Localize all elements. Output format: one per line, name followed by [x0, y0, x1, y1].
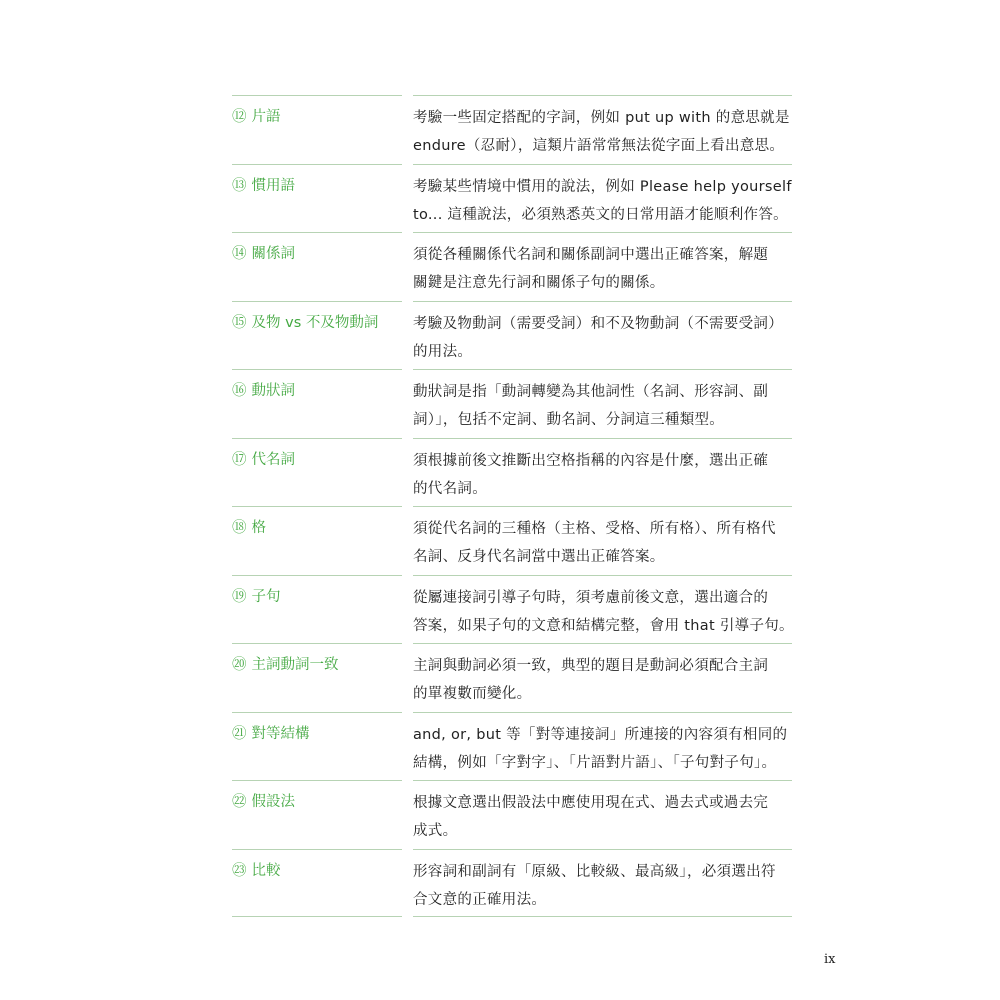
term-description	[413, 584, 792, 640]
description-line: 考驗某些情境中慣用的說法，例如 Please help yourself	[413, 178, 792, 195]
grammar-term	[232, 587, 402, 607]
description-line: 詞）」，包括不定詞、動名詞、分詞這三種類型。	[413, 412, 725, 428]
row-divider-left	[232, 438, 402, 439]
grammar-term	[232, 381, 402, 401]
row-divider-right	[413, 575, 792, 576]
table-bottom-rule-right	[413, 916, 792, 917]
row-divider-left	[232, 301, 402, 302]
term-label: 片語	[251, 109, 281, 125]
row-divider-right	[413, 780, 792, 781]
table-row	[232, 506, 792, 575]
description-line: 須從代名詞的三種格（主格、受格、所有格）、所有格代	[413, 521, 776, 537]
term-label: 慣用語	[251, 177, 295, 194]
item-number: ⑳	[232, 657, 247, 673]
description-line: 動狀詞是指「動詞轉變為其他詞性（名詞、形容詞、副	[413, 384, 769, 400]
description-line: 根據文意選出假設法中應使用現在式、過去式或過去完	[413, 795, 769, 811]
term-description	[413, 173, 792, 229]
description-line: 考驗及物動詞（需要受詞）和不及物動詞（不需要受詞）	[413, 315, 783, 332]
row-divider-left	[232, 712, 402, 713]
description-line: 名詞、反身代名詞當中選出正確答案。	[413, 549, 665, 565]
row-divider-left	[232, 164, 402, 165]
row-divider-right	[413, 301, 792, 302]
description-line: 從屬連接詞引導子句時，須考慮前後文意，選出適合的	[413, 589, 769, 606]
table-row	[232, 232, 792, 301]
grammar-term	[232, 792, 402, 812]
item-number: ⑰	[232, 451, 247, 468]
term-label: 主詞動詞一致	[251, 657, 339, 673]
row-divider-right	[413, 643, 792, 644]
description-line: 形容詞和副詞有「原級、比較級、最高級」，必須選出符	[413, 863, 776, 880]
table-row	[232, 849, 792, 918]
term-label: 子句	[251, 588, 281, 605]
description-line: 答案，如果子句的文意和結構完整，會用 that 引導子句。	[413, 617, 794, 634]
table-row	[232, 712, 792, 781]
row-divider-right	[413, 369, 792, 370]
row-divider-left	[232, 232, 402, 233]
term-description	[413, 447, 792, 503]
item-number: ⑭	[232, 246, 247, 262]
row-divider-left	[232, 506, 402, 507]
description-line: 結構，例如「字對字」、「片語對片語」、「子句對子句」。	[413, 754, 777, 771]
description-line: 考驗一些固定搭配的字詞，例如 put up with 的意思就是	[413, 110, 790, 126]
grammar-term	[232, 244, 402, 264]
grammar-term	[232, 107, 402, 127]
item-number: ⑱	[232, 520, 247, 536]
grammar-term	[232, 313, 402, 333]
row-divider-left	[232, 849, 402, 850]
row-divider-right	[413, 232, 792, 233]
row-divider-right	[413, 506, 792, 507]
term-description	[413, 378, 792, 434]
description-line: 的單複數而變化。	[413, 686, 532, 702]
term-description	[413, 652, 792, 708]
term-label: 關係詞	[251, 246, 295, 262]
term-label: 對等結構	[251, 725, 310, 742]
grammar-term	[232, 724, 402, 744]
term-label: 動狀詞	[251, 383, 295, 399]
term-description	[413, 104, 792, 160]
item-number: ⑮	[232, 314, 247, 331]
description-line: 的用法。	[413, 343, 473, 360]
description-line: endure（忍耐），這類片語常常無法從字面上看出意思。	[413, 138, 785, 154]
term-label: 及物 vs 不及物動詞	[251, 314, 379, 331]
item-number: ⑬	[232, 177, 247, 194]
term-description	[413, 310, 792, 366]
description-line: 主詞與動詞必須一致，典型的題目是動詞必須配合主詞	[413, 658, 769, 674]
term-description	[413, 721, 792, 777]
page-number: ix	[824, 952, 836, 967]
term-description	[413, 858, 792, 914]
description-line: to... 這種說法，必須熟悉英文的日常用語才能順利作答。	[413, 206, 788, 223]
grammar-term	[232, 655, 402, 675]
row-divider-left	[232, 575, 402, 576]
table-row	[232, 301, 792, 370]
grammar-term	[232, 518, 402, 538]
description-line: 須根據前後文推斷出空格指稱的內容是什麼，選出正確	[413, 452, 769, 469]
grammar-term	[232, 450, 402, 470]
item-number: ㉑	[232, 725, 247, 742]
row-divider-left	[232, 369, 402, 370]
row-divider-right	[413, 164, 792, 165]
table-row	[232, 643, 792, 712]
row-divider-right	[413, 712, 792, 713]
table-row	[232, 369, 792, 438]
description-line: 關鍵是注意先行詞和關係子句的關係。	[413, 275, 665, 291]
description-line: 的代名詞。	[413, 480, 487, 497]
term-label: 假設法	[251, 794, 295, 810]
row-divider-right	[413, 95, 792, 96]
grammar-term	[232, 176, 402, 196]
description-line: 合文意的正確用法。	[413, 891, 547, 908]
term-description	[413, 789, 792, 845]
description-line: 須從各種關係代名詞和關係副詞中選出正確答案，解題	[413, 247, 769, 263]
row-divider-left	[232, 780, 402, 781]
row-divider-right	[413, 849, 792, 850]
term-label: 比較	[251, 862, 281, 879]
table-row	[232, 575, 792, 644]
table-row	[232, 95, 792, 164]
description-line: 成式。	[413, 823, 458, 839]
row-divider-right	[413, 438, 792, 439]
item-number: ㉒	[232, 794, 247, 810]
term-label: 代名詞	[251, 451, 295, 468]
description-line: and, or, but 等「對等連接詞」所連接的內容須有相同的	[413, 726, 788, 743]
item-number: ⑯	[232, 383, 247, 399]
row-divider-left	[232, 95, 402, 96]
row-divider-left	[232, 643, 402, 644]
item-number: ⑲	[232, 588, 247, 605]
item-number: ⑫	[232, 109, 247, 125]
table-row	[232, 438, 792, 507]
grammar-point-list	[232, 95, 792, 917]
item-number: ㉓	[232, 862, 247, 879]
table-bottom-rule-left	[232, 916, 402, 917]
term-description	[413, 241, 792, 297]
term-label: 格	[251, 520, 266, 536]
term-description	[413, 515, 792, 571]
table-row	[232, 780, 792, 849]
table-row	[232, 164, 792, 233]
grammar-term	[232, 861, 402, 881]
